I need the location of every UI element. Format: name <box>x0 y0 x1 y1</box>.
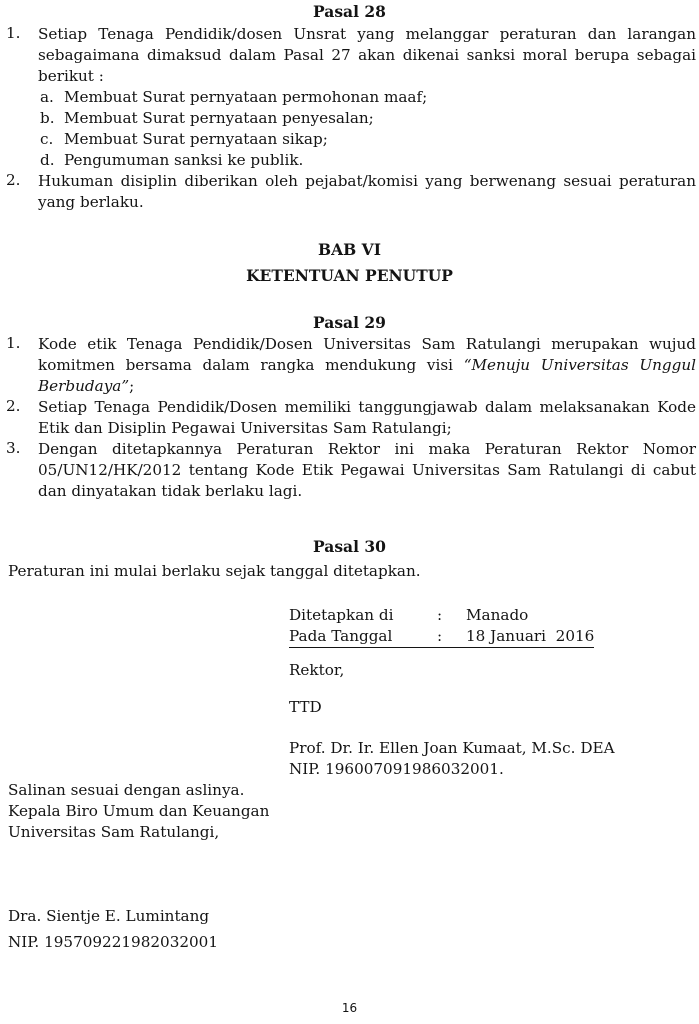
pasal-29-title: Pasal 29 <box>313 313 386 332</box>
subitem-text: Membuat Surat pernyataan penyesalan; <box>64 109 374 127</box>
pasal-28-subitem-d <box>40 150 680 171</box>
chapter-subtitle: KETENTUAN PENUTUP <box>246 266 453 285</box>
signer-name: Prof. Dr. Ir. Ellen Joan Kumaat, M.Sc. DEA <box>289 739 615 757</box>
subitem-text: Membuat Surat pernyataan permohonan maaf; <box>64 88 428 106</box>
signer-role: Rektor, <box>289 661 345 679</box>
copy-statement: Salinan sesuai dengan aslinya. <box>8 781 245 799</box>
copy-office: Kepala Biro Umum dan Keuangan <box>8 802 270 820</box>
place-label: Ditetapkan di <box>289 606 394 624</box>
item-number: 3. <box>6 439 21 457</box>
place-separator: : <box>437 606 443 624</box>
subitem-letter: d. <box>40 151 55 169</box>
pasal-30-text: Peraturan ini mulai berlaku sejak tanggal ditetapkan. <box>8 562 421 580</box>
item-text: Setiap Tenaga Pendidik/Dosen memiliki tanggungjawab dalam melaksanakan Kode Etik dan Disiplin Pegawai Universitas Sam Ratulangi; <box>38 398 696 437</box>
pasal-28-item-2 <box>6 171 696 213</box>
subitem-letter: b. <box>40 109 55 127</box>
pasal-28-subitem-a <box>40 87 680 108</box>
pasal-28-title: Pasal 28 <box>313 2 386 21</box>
date-underlined <box>289 626 594 648</box>
item-number: 2. <box>6 397 21 415</box>
pasal-28-subitem-b <box>40 108 680 129</box>
item-number: 2. <box>6 171 21 189</box>
subitem-letter: c. <box>40 130 54 148</box>
item-text: Setiap Tenaga Pendidik/dosen Unsrat yang melanggar peraturan dan larangan sebagaimana dimaksud dalam Pasal 27 akan dikenai sanksi moral berupa sebagai berikut : <box>38 25 696 85</box>
pasal-30-title: Pasal 30 <box>313 537 386 556</box>
subitem-text: Membuat Surat pernyataan sikap; <box>64 130 328 148</box>
item-number: 1. <box>6 24 21 42</box>
item-text: Kode etik Tenaga Pendidik/Dosen Universitas Sam Ratulangi merupakan wujud komitmen bersama dalam rangka mendukung visi <box>38 335 696 374</box>
item-text: Dengan ditetapkannya Peraturan Rektor ini maka Peraturan Rektor Nomor 05/UN12/HK/2012 tentang Kode Etik Pegawai Universitas Sam Ratulangi di cabut dan dinyatakan tidak berlaku lagi. <box>38 440 696 500</box>
date-label: Pada Tanggal <box>289 627 393 645</box>
date-row <box>289 626 594 648</box>
item-text-container <box>38 334 696 397</box>
place-value: Manado <box>466 606 529 624</box>
pasal-29-item-3 <box>6 439 696 502</box>
signer-nip: NIP. 196007091986032001. <box>289 760 504 778</box>
item-text-end: ; <box>129 377 135 395</box>
signature-mark: TTD <box>289 698 322 716</box>
subitem-text: Pengumuman sanksi ke publik. <box>64 151 304 169</box>
subitem-letter: a. <box>40 88 54 106</box>
pasal-29-item-2 <box>6 397 696 439</box>
page-number: 16 <box>341 1001 358 1015</box>
pasal-28-item-1 <box>6 24 696 87</box>
item-text: Hukuman disiplin diberikan oleh pejabat/komisi yang berwenang sesuai peraturan yang berlaku. <box>38 172 696 211</box>
place-row <box>289 605 528 626</box>
vision-quote: “Menuju Universitas Unggul Berbudaya” <box>38 356 697 395</box>
copy-institution: Universitas Sam Ratulangi, <box>8 823 220 841</box>
chapter-title: BAB VI <box>318 240 381 259</box>
copy-signer-name: Dra. Sientje E. Lumintang <box>8 907 210 925</box>
date-separator: : <box>437 627 443 645</box>
item-number: 1. <box>6 334 21 352</box>
date-value: 18 Januari 2016 <box>466 627 595 645</box>
pasal-28-subitem-c <box>40 129 680 150</box>
pasal-29-item-1 <box>6 334 696 397</box>
copy-signer-nip: NIP. 195709221982032001 <box>8 933 219 951</box>
